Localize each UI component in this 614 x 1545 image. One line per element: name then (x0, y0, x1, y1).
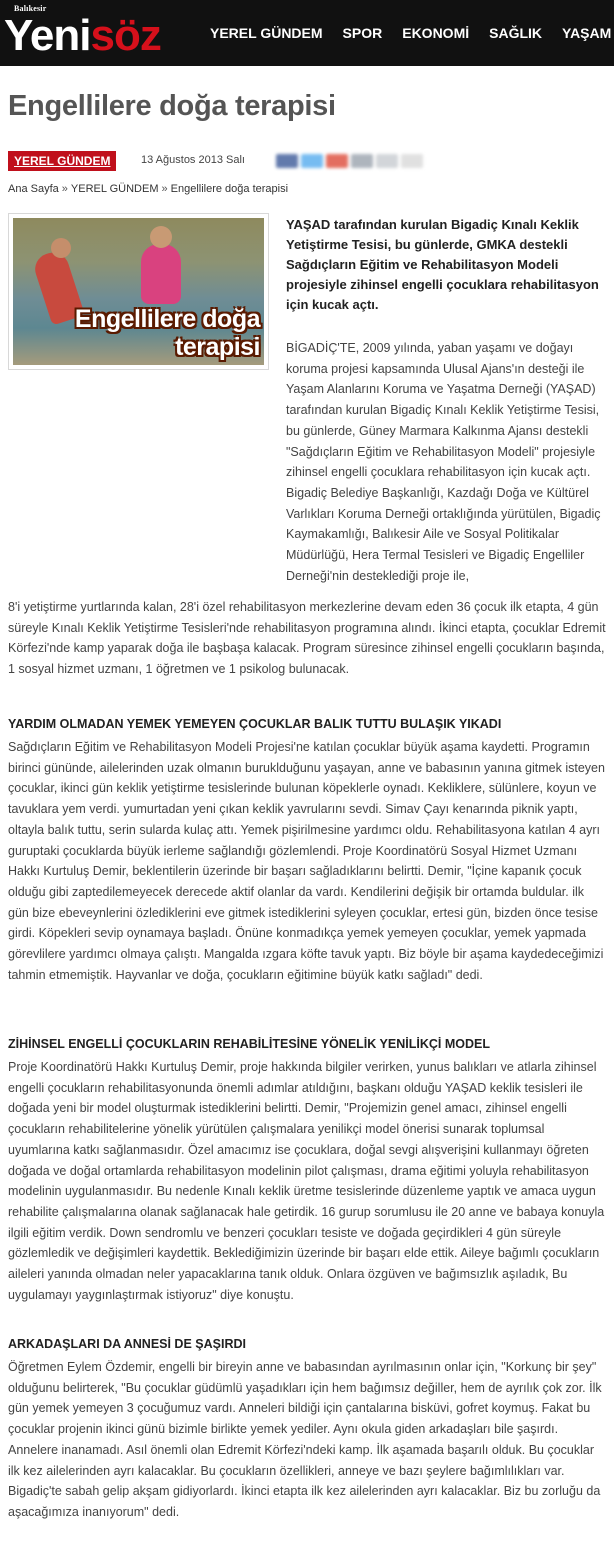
googleplus-share-icon[interactable] (326, 154, 348, 168)
girl-head (150, 226, 172, 248)
girl-figure (141, 244, 181, 304)
logo-wordmark (4, 12, 161, 60)
breadcrumb-category[interactable]: YEREL GÜNDEM (70, 183, 159, 195)
twitter-share-icon[interactable] (301, 154, 323, 168)
article-paragraph-2: Sağdıçların Eğitim ve Rehabilitasyon Modeli Projesi'ne katılan çocuklar büyük aşama kaydetti. Programın birinci gününde, ailelerinden uzak olmanın buruklduğunu yaşayan, anne ve babasının yanına gitmek isteyen çocuklar, ikinci gün keklik yetiştirme tesislerinde bulunan köpeklerle oynadı. Kekliklere, sülünlere, koyun ve tavuklara yem verdi. yumurtadan yeni çıkan keklik yavrularını sevdi. Simav Çayı kenarında piknik yaptı, oltayla balık tuttu, serin sularda kulaç attı. Yemek pişirilmesine yardımcı oldu. Rehabilitasyona katılan 4 ayrı guruptaki çocuklarda büyük ierleme sağlandığı gözlemlendi. Proje Koordinatörü Sosyal Hizmet Uzmanı Hakkı Kurtuluş Demir, beklentilerin üzerinde bir başarı sağladıklarını belirtti. Demir, "İçine kapanık çocuk olduğu gibi zaptedilemeyecek derecede aktif olanlar da vardı. Kendilerini değişik bir ortamda buldular. ilk gün bize ebeveynlerini özlediklerini eve gitmek istediklerini syleyen çocuklar, ertesi gün, bizden önce tesise girdi. Köpekleri sevip oynamaya başladı. Önüne konmadıkça yemek yemeyen çocuklar, yemek yapmada görevlilere yardımcı olmaya çalıştı. Mangalda ızgara köfte tavuk yaptı. Biz böyle bir aşama kaydedeceğimizi tahmin etmemiştik. Hayvanlar ve doğa, çocukların eğitimine büyük katkı sağladı" dedi. (8, 740, 605, 982)
article-paragraph-1b: 8'i yetiştirme yurtlarında kalan, 28'i özel rehabilitasyon merkezlerine devam eden 36 çocuk ilk etapta, 4 gün süreyle Kınalı Keklik Yetiştirme Tesisleri'nde rehabilitasyon programına alındı. İkinci etapta, çocuklar Edremit Körfezi'nde kamp yaparak doğa ile başbaşa kalacak. Program süresince zihinsel engelli çocukların başında, 1 sosyal hizmet uzmanı, 1 öğretmen ve 1 psikolog bulunacak. (8, 600, 606, 677)
nav-spor[interactable]: SPOR (342, 25, 383, 41)
section-heading-1: YARDIM OLMADAN YEMEK YEMEYEN ÇOCUKLAR BALIK TUTTU BULAŞIK YIKADI (8, 717, 502, 731)
facebook-share-icon[interactable] (276, 154, 298, 168)
photo-image (13, 218, 264, 365)
section-heading-3: ARKADAŞLARI DA ANNESİ DE ŞAŞIRDI (8, 1337, 246, 1351)
print-share-icon[interactable] (376, 154, 398, 168)
breadcrumb-current: Engellilere doğa terapisi (170, 183, 289, 195)
logo-region-label: Balıkesir (14, 4, 47, 13)
breadcrumb-separator: » (61, 183, 68, 195)
logo-word-b: söz (90, 11, 161, 60)
article-title: Engellilere doğa terapisi (8, 90, 336, 122)
nav-saglik[interactable]: SAĞLIK (489, 25, 543, 41)
breadcrumb (8, 183, 288, 195)
article-meta (8, 151, 608, 171)
share-buttons (276, 154, 423, 168)
nav-ekonomi[interactable]: EKONOMİ (402, 25, 470, 41)
photo-caption (13, 305, 260, 361)
article-paragraph-1a: BİGADİÇ'TE, 2009 yılında, yaban yaşamı ve doğayı koruma projesi kapsamında Ulusal Ajans'ın desteği ile Yaşam Alanlarını Koruma ve Yaşatma Derneği (YAŞAD) tarafından kurulan Bigadiç Kınalı Keklik Yetiştirme Tesisi, bu günlerde, Güney Marmara Kalkınma Ajansı destekli "Sağdıçların Eğitim ve Rehabilitasyon Modeli" projesiyle zihinsel engelli çocuklara rehabilitasyon için kucak açtı. Bigadiç Belediye Başkanlığı, Kazdağı Doğa ve Kültürel Varlıkları Koruma Derneği ortaklığında yürütülen, Bigadiç Kaymakamlığı, Balıkesir Aile ve Sosyal Politikalar Müdürlüğü, Hera Termal Tesisleri ve Bigadiç Engelliler Derneği'nin desteklediği proje ile, (286, 341, 601, 583)
article-paragraph-3: Proje Koordinatörü Hakkı Kurtuluş Demir, proje hakkında bilgiler verirken, yunus balıkları ve atlarla zihinsel engelli çocukların rehabilitasyonunda önemli adımlar atıldığını, başkanı olduğu YAŞAD keklik tesisleri ile doğada yeni bir model oluşturmak istediklerini belirtti. Demir, "Projemizin genel amacı, zihinsel engelli çocukların rehabilitelerine yönelik yürütülen çalışmalara yenilikçi model önerisi sunarak toplumsal uyumlarına katkı sağlanmasıdır. Özel amacımız ise çocuklara, doğal sevgi alışverişini kullanmayı öğreten doğada ve doğal ortamlarda rehabilitasyon modelinin pilot çalışması, drama eğitimi yoluyla rehabilitasyon modelinin uygulanmasıdır. Bu nedenle Kınalı keklik üretme tesislerinde düzenleme yaptık ve amaca uygun rehabilite çalışmalarına olanak sağlanacak hale getirdik. 16 gurup sorumlusu ile 20 anne ve babaya konuyla ilgili eğitim verdik. Down sendromlu ve benzeri çocukları tesiste ve doğada geçirdikleri 4 gün süreyle gözlemledik ve değişimleri kaydettik. Beklediğimizin üzerinde bir başarı elde ettik. Aileye bağımlı çocukların aileleri yanında olmadan neler yapacaklarına tanık olduk. Onlara özgüven ve bağımsızlık aşıladık, Bu uygulamayı yaygınlaştırmak istiyoruz" diye konuştu. (8, 1060, 605, 1302)
breadcrumb-separator: » (161, 183, 168, 195)
site-header (0, 0, 614, 66)
child-head (51, 238, 71, 258)
breadcrumb-home[interactable]: Ana Sayfa (8, 183, 59, 195)
more-share-icon[interactable] (401, 154, 423, 168)
article-photo (8, 213, 269, 370)
article-lede: YAŞAD tarafından kurulan Bigadiç Kınalı Keklik Yetiştirme Tesisi, bu günlerde, GMKA destekli Sağdıçların Eğitim ve Rehabilitasyon Modeli projesiyle zihinsel engelli çocuklara rehabilitasyon için kucak açtı. (286, 217, 599, 312)
article-date: 13 Ağustos 2013 Salı (141, 154, 245, 166)
logo-word-a: Yeni (4, 11, 91, 60)
email-share-icon[interactable] (351, 154, 373, 168)
main-nav (200, 0, 614, 66)
nav-yasam[interactable]: YAŞAM (562, 25, 612, 41)
photo-caption-text: Engellilere doğa terapisi (74, 305, 260, 361)
article-paragraph-4: Öğretmen Eylem Özdemir, engelli bir bireyin anne ve babasından ayrılmasının onlar için, "Korkunç bir şey" olduğunu belirterek, "Bu çocuklar güdümlü yaşadıkları için hem bağımsız değiller, hem de ayrılık çok zor. İlk gün yemek yemeyen 3 çocuğumuz vardı. Anneleri bildiği için çantalarına bisküvi, gofret koymuş. Fakat bu çocuklar projenin ikinci günü bizimle birlikte yemek yediler. Aynı okula giden arkadaşları bile şaşırdı. Annelere inanamadı. Asıl önemli olan Edremit Körfezi'ndeki kamp. İlk aşamada başarılı olduk. Bu çocuklar ilk kez ailelerinden ayrı kalacaklar. Bu çocukların özellikleri, anneye ve bazı şeylere bağımlılıkları var. Bigadiç'te sabah gelip akşam gidiyorlardı. İkinci etapta ilk kez ailelerinden ayrı kalacaklar. Biz bu zorluğu da aşacağımıza inanıyorum" dedi. (8, 1360, 602, 1519)
category-badge[interactable]: YEREL GÜNDEM (8, 151, 116, 171)
nav-yerel-gundem[interactable]: YEREL GÜNDEM (210, 25, 323, 41)
section-heading-2: ZİHİNSEL ENGELLİ ÇOCUKLARIN REHABİLİTESİNE YÖNELİK YENİLİKÇİ MODEL (8, 1037, 490, 1051)
site-logo[interactable] (4, 6, 198, 62)
